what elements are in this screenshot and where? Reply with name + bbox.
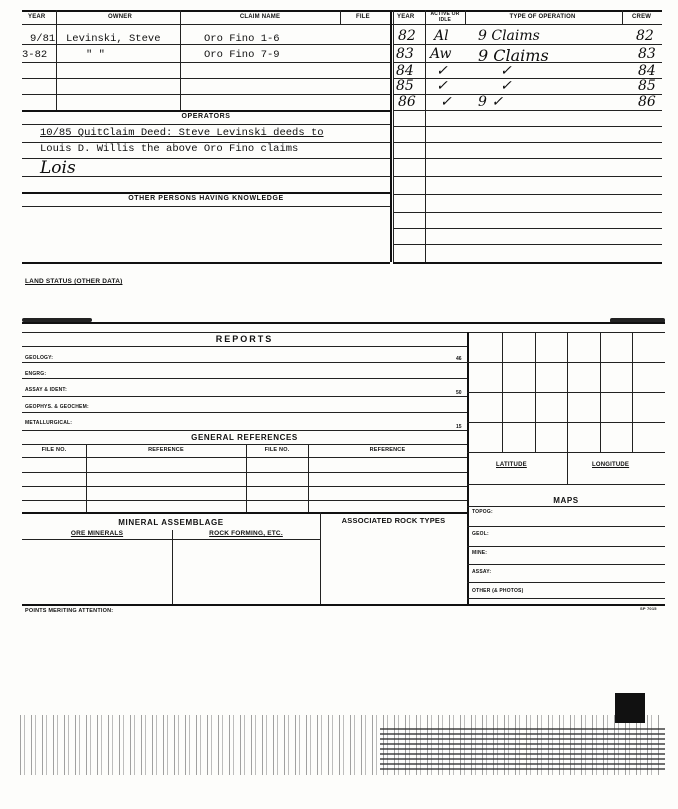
op-row-2-crew: 83 — [638, 46, 656, 62]
reports-heading: REPORTS — [215, 334, 274, 344]
op-row-line-7 — [393, 142, 662, 143]
op-row-line-6 — [393, 126, 662, 127]
gen-ref-heading-rule — [22, 444, 467, 445]
maps-heading-rule — [467, 506, 665, 507]
header-claim-name: CLAIM NAME — [239, 14, 281, 20]
operators-signature: Lois — [40, 158, 76, 178]
reports-metallurgical: METALLURGICAL: — [25, 420, 73, 426]
header-year: YEAR — [28, 14, 46, 20]
mineral-associated: ASSOCIATED ROCK TYPES — [341, 516, 446, 525]
header-type-of-operation: TYPE OF OPERATION — [509, 14, 576, 20]
reports-row-rule-3 — [22, 396, 467, 397]
owner-row-line-2 — [22, 62, 390, 63]
reports-metallurgical-num: 15 — [456, 424, 462, 430]
op-row-1-status: Al — [434, 28, 449, 44]
header-year-2: YEAR — [397, 14, 415, 20]
op-row-5-type: 9 ✓ — [478, 94, 504, 110]
op-row-1-crew: 82 — [636, 28, 654, 44]
col-div-center — [390, 10, 392, 262]
maps-geol: GEOL: — [472, 531, 489, 537]
grid-row-2 — [467, 392, 665, 393]
owner-row-2-owner: " " — [86, 49, 105, 61]
col-div-center-2 — [393, 10, 394, 262]
gen-ref-div-2 — [246, 444, 247, 512]
operators-line-rule-3 — [22, 176, 390, 177]
col-div-crew — [622, 10, 623, 24]
gen-ref-reference-2: REFERENCE — [369, 447, 406, 453]
operators-line-1: 10/85 QuitClaim Deed: Steve Levinski deeds to — [40, 127, 324, 139]
maps-heading: MAPS — [553, 496, 579, 505]
reports-assay-num: 50 — [456, 390, 462, 396]
owner-row-1-year: 9/81 — [30, 33, 56, 45]
col-div-active — [425, 10, 426, 262]
gen-ref-div-3 — [308, 444, 309, 512]
longitude-label: LONGITUDE — [592, 462, 630, 468]
operators-line-rule-2 — [22, 158, 390, 159]
land-status-label: LAND STATUS (OTHER DATA) — [25, 278, 123, 285]
operators-line-2: Louis D. Willis the above Oro Fino claims — [40, 143, 299, 155]
mineral-ore: ORE MINERALS — [70, 530, 124, 537]
op-row-line-10 — [393, 194, 662, 195]
op-row-line-11 — [393, 212, 662, 213]
maps-assay: ASSAY: — [472, 569, 492, 575]
top-rule — [22, 10, 662, 12]
other-persons-heading: OTHER PERSONS HAVING KNOWLEDGE — [128, 195, 284, 202]
reports-heading-rule — [22, 346, 467, 347]
maps-mine: MINE: — [472, 550, 488, 556]
reports-engrg: ENGRG: — [25, 371, 47, 377]
op-row-line-13 — [393, 244, 662, 245]
other-persons-rule — [22, 206, 390, 207]
op-row-line-4 — [393, 94, 662, 95]
op-row-2-status: Aw — [430, 46, 452, 62]
op-row-4-year: 85 — [396, 78, 414, 94]
op-row-line-9 — [393, 176, 662, 177]
owner-row-2-year: 3-82 — [22, 49, 48, 61]
gen-ref-row-rule-2 — [22, 486, 467, 487]
op-row-2-type: 9 Claims — [478, 46, 549, 65]
op-row-line-3 — [393, 78, 662, 79]
operators-heading: OPERATORS — [181, 113, 231, 120]
gen-ref-div-1 — [86, 444, 87, 512]
op-row-5-year: 86 — [398, 94, 416, 110]
op-row-4-crew: 85 — [638, 78, 656, 94]
owner-row-1-claim: Oro Fino 1-6 — [204, 33, 280, 45]
general-references-heading: GENERAL REFERENCES — [191, 433, 298, 442]
col-div-type — [465, 10, 466, 24]
form-number: SP 7015 — [640, 606, 657, 611]
op-row-3-type: ✓ — [500, 63, 512, 79]
maps-bottom-rule — [467, 598, 665, 599]
maps-row-rule-2 — [467, 546, 665, 547]
owner-row-line-4 — [22, 94, 390, 95]
header-active-or-idle: ACTIVE OR IDLE — [430, 11, 460, 23]
land-status-bottom-rule — [22, 322, 665, 324]
op-row-line-8 — [393, 158, 662, 159]
reports-row-rule-1 — [22, 362, 467, 363]
op-row-2-year: 83 — [396, 46, 414, 62]
gen-ref-file-no-1: FILE NO. — [41, 447, 67, 453]
op-row-line-5 — [393, 110, 662, 111]
maps-other: OTHER (& PHOTOS) — [472, 588, 524, 594]
reports-row-rule-4 — [22, 412, 467, 413]
owner-row-2-claim: Oro Fino 7-9 — [204, 49, 280, 61]
gen-ref-file-no-2: FILE NO. — [264, 447, 290, 453]
grid-col-3 — [567, 332, 568, 484]
maps-row-rule-1 — [467, 526, 665, 527]
header-crew: CREW — [632, 14, 652, 20]
op-bottom-rule — [393, 262, 662, 264]
coords-bottom-rule — [467, 484, 665, 485]
operators-heading-rule — [22, 124, 390, 125]
reports-top-rule — [22, 332, 665, 333]
points-meriting-attention: POINTS MERITING ATTENTION: — [25, 608, 114, 614]
mineral-bottom-rule — [22, 604, 665, 606]
owner-row-line-3 — [22, 78, 390, 79]
scan-noise-dark — [380, 728, 665, 770]
mineral-div-associated — [320, 512, 321, 604]
reports-assay: ASSAY & IDENT: — [25, 387, 67, 393]
grid-row-4 — [467, 452, 665, 453]
operators-bottom-rule — [22, 192, 390, 194]
maps-topog: TOPOG: — [472, 509, 493, 515]
operators-top-rule — [22, 110, 390, 112]
op-row-3-year: 84 — [396, 63, 414, 79]
op-row-1-type: 9 Claims — [478, 28, 540, 44]
header-owner: OWNER — [108, 14, 132, 20]
op-row-line-1 — [393, 44, 662, 45]
owner-row-1-owner: Levinski, Steve — [66, 33, 161, 45]
other-persons-bottom-rule — [22, 262, 390, 264]
gen-ref-row-rule-1 — [22, 472, 467, 473]
mineral-heading: MINERAL ASSEMBLAGE — [118, 518, 224, 527]
mineral-sub-rule — [22, 539, 320, 540]
reports-row-rule-2 — [22, 378, 467, 379]
col-div-owner — [180, 10, 181, 110]
mineral-div-ore — [172, 530, 173, 604]
gen-ref-reference-1: REFERENCE — [148, 447, 184, 453]
op-row-5-crew: 86 — [638, 94, 656, 110]
header-rule — [22, 24, 662, 25]
mineral-rock-forming: ROCK FORMING, ETC. — [209, 530, 283, 537]
latitude-label: LATITUDE — [496, 462, 527, 468]
op-row-1-year: 82 — [398, 28, 416, 44]
reports-row-rule-5 — [22, 430, 467, 431]
grid-row-1 — [467, 362, 665, 363]
op-row-5-status: ✓ — [440, 94, 452, 110]
reports-geology: GEOLOGY: — [25, 355, 54, 361]
reports-geology-num: 46 — [456, 356, 462, 362]
gen-ref-bottom-rule — [22, 512, 467, 514]
maps-row-rule-3 — [467, 564, 665, 565]
header-file: FILE — [356, 14, 370, 20]
op-row-3-status: ✓ — [436, 63, 448, 79]
op-row-3-crew: 84 — [638, 63, 656, 79]
scan-dark-block — [615, 693, 645, 723]
gen-ref-col-rule — [22, 457, 467, 458]
maps-row-rule-4 — [467, 582, 665, 583]
op-row-4-type: ✓ — [500, 78, 512, 94]
op-row-4-status: ✓ — [436, 78, 448, 94]
op-row-line-12 — [393, 228, 662, 229]
grid-row-3 — [467, 422, 665, 423]
reports-geophys: GEOPHYS. & GEOCHEM: — [25, 404, 89, 410]
col-div-claim — [340, 10, 341, 24]
col-div-year — [56, 10, 57, 110]
gen-ref-row-rule-3 — [22, 500, 467, 501]
